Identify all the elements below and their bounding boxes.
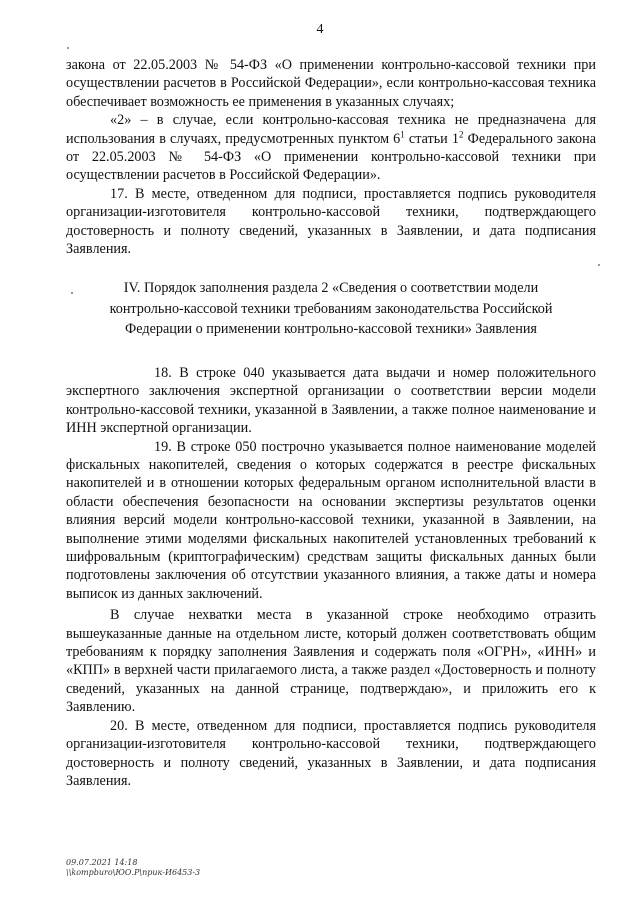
paragraph-19-continuation: В случае нехватки места в указанной строке необходимо отразить вышеуказанные данные на отдельном листе, который должен соответствовать общим требованиям к порядку заполнения Заявления и содержать поля «ОГРН», «ИНН» и «КПП» в верхней части прилагаемого листа, а также раздел «Достоверность и полноту сведений, указанных на данной странице, подтверждаю», и приложить его к Заявлению. [66,607,596,716]
document-body [66,56,596,790]
section-heading-line: IV. Порядок заполнения раздела 2 «Сведения о соответствии модели [123,280,539,297]
section-heading-line: контрольно-кассовой техники требованиям законодательства Российской [109,300,553,317]
paragraph-19: 19. В строке 050 построчно указывается полное наименование моделей фискальных накопителей, сведения о которых содержатся в реестре фискальных накопителей и в отношении которых федеральным органом исполнительной власти в области обеспечения безопасности на основании экспертизы результатов оценки влияния версий модели контрольно-кассовой техники, указанной в Заявлении, на выполнение этими моделями фискальных накопителей установленных требований к шифровальным (криптографическим) средствам защиты фискальных данных были подготовлены заключения об отсутствии указанного влияния, а также даты и номера выписок из данных заключений. [66,438,596,602]
scan-speck [598,264,600,266]
paragraph-number: 19. [154,438,172,455]
paragraph-18: 18. В строке 040 указывается дата выдачи и номер положительного экспертного заключения экспертной организации о соответствии версии модели контрольно-кассовой техники, указанной в Заявлении, а также полное наименование и ИНН экспертной организации. [66,364,596,437]
paragraph-number: 18. [154,364,172,381]
paragraph-17: 17. В месте, отведенном для подписи, проставляется подпись руководителя организации-изготовителя контрольно-кассовой техники, подтверждающего достоверность и полноту сведений, указанных в Заявлении, и дата подписания Заявления. [66,185,596,258]
page-number: 4 [316,22,324,37]
footer-path: \\kompburo\ЮО.Р\прик-И6453-3 [66,868,201,877]
section-heading-line: Федерации о применении контрольно-кассовой техники» Заявления [125,321,537,338]
file-footer [66,858,200,878]
footer-date: 09.07.2021 14:18 [66,858,138,867]
paragraph-continuation: закона от 22.05.2003 № 54-ФЗ «О применении контрольно-кассовой техники при осуществлении расчетов в Российской Федерации», если контрольно-кассовая техника обеспечивает возможность ее применения в указанных случаях; [66,57,596,110]
paragraph-20: 20. В месте, отведенном для подписи, проставляется подпись руководителя организации-изготовителя контрольно-кассовой техники, подтверждающего достоверность и полноту сведений, указанных в Заявлении, и дата подписания Заявления. [66,717,596,789]
paragraph-item-2: «2» – в случае, если контрольно-кассовая техника не предназначена для использования в случаях, предусмотренных пунктом $6^1$ статьи $1^2$ Федерального закона от 22.05.2003 № 54-ФЗ «О применении контрольно-кассовой техники при осуществлении расчетов в Российской Федерации». [66,112,596,184]
section-heading [66,278,596,340]
scan-speck [67,47,69,49]
